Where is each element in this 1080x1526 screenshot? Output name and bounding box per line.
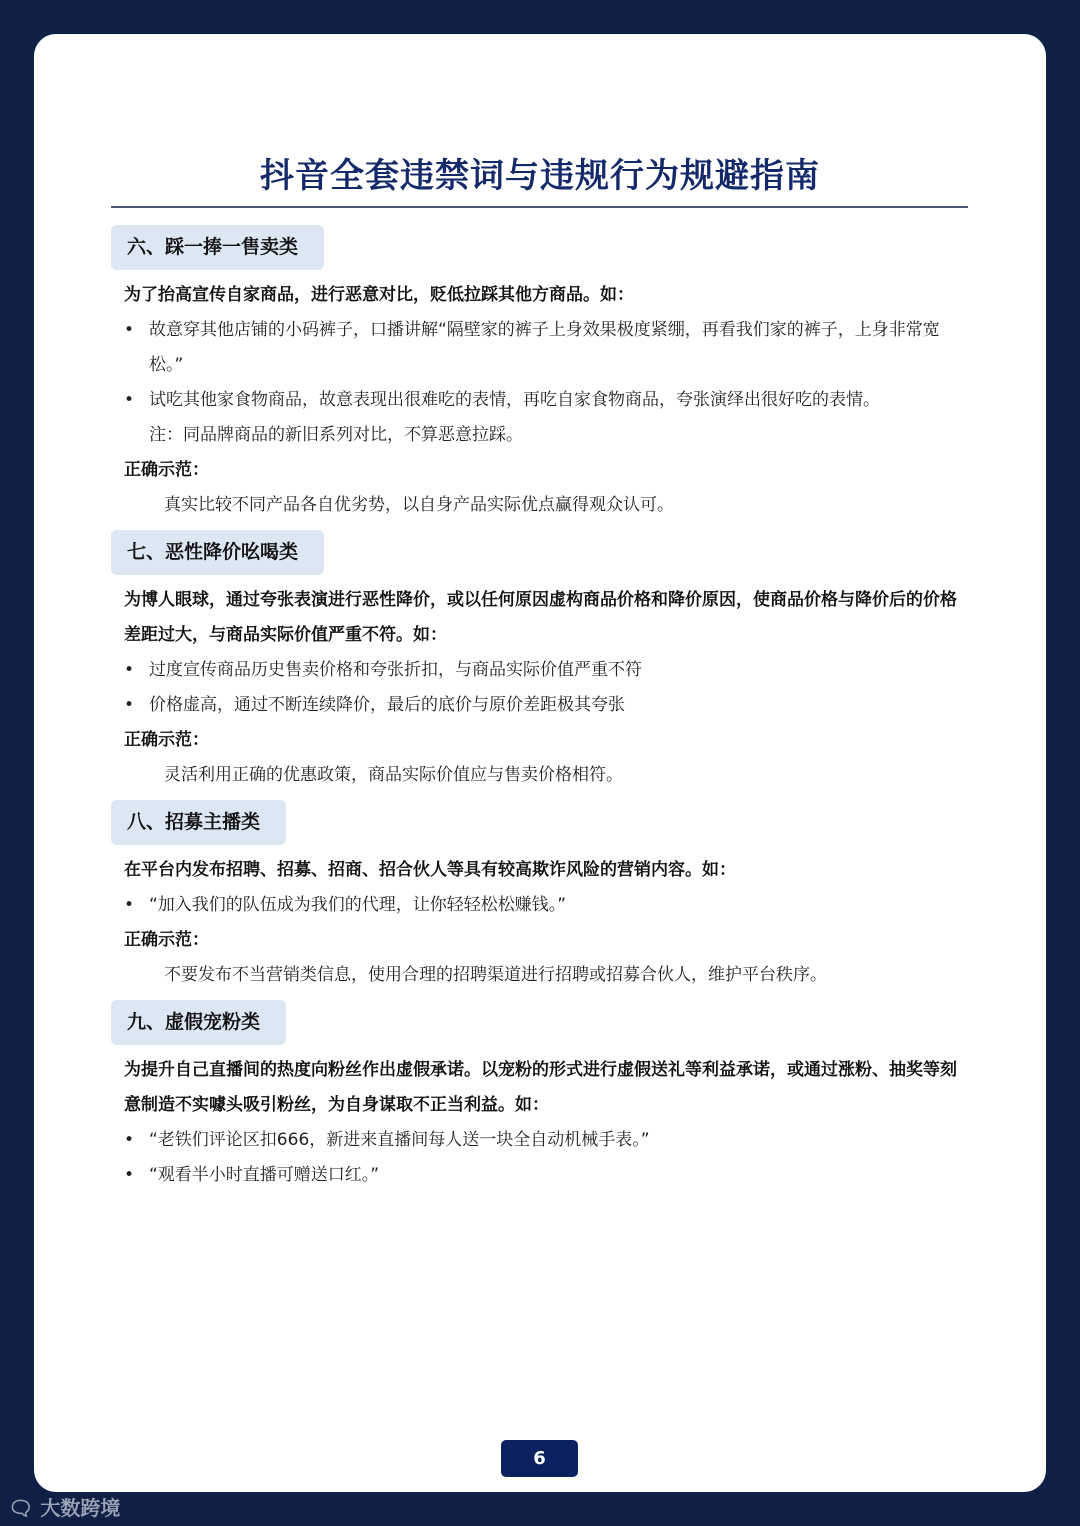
list-item-text: 试吃其他家食物商品，故意表现出很难吃的表情，再吃自家食物商品，夸张演绎出很好吃的表情。 bbox=[149, 390, 880, 410]
note-text: 注：同品牌商品的新旧系列对比，不算恶意拉踩。 bbox=[149, 425, 523, 445]
watermark-logo bbox=[8, 1492, 120, 1521]
section bbox=[111, 225, 971, 523]
page-title: 抖音全套违禁词与违规行为规避指南 bbox=[260, 156, 820, 196]
section-heading: 八、招募主播类 bbox=[111, 800, 286, 845]
bullet-icon: • bbox=[124, 895, 135, 915]
title-divider bbox=[111, 206, 968, 208]
section-intro: 为博人眼球，通过夸张表演进行恶性降价，或以任何原因虚构商品价格和降价原因，使商品价格与降价后的价格差距过大，与商品实际价值严重不符。如： bbox=[124, 590, 957, 645]
section bbox=[111, 800, 971, 993]
section-heading: 六、踩一捧一售卖类 bbox=[111, 225, 324, 270]
list-item bbox=[111, 383, 971, 418]
correct-example-label: 正确示范： bbox=[124, 930, 209, 950]
section-intro: 在平台内发布招聘、招募、招商、招合伙人等具有较高欺诈风险的营销内容。如： bbox=[124, 860, 736, 880]
watermark-icon: 🗨︎ bbox=[8, 1496, 34, 1520]
bullet-icon: • bbox=[124, 660, 135, 680]
section bbox=[111, 530, 971, 793]
list-item-text: 价格虚高，通过不断连续降价，最后的底价与原价差距极其夸张 bbox=[149, 695, 625, 715]
list-item bbox=[111, 1123, 971, 1158]
correct-example-label: 正确示范： bbox=[124, 730, 209, 750]
list-item bbox=[111, 688, 971, 723]
section-intro: 为提升自己直播间的热度向粉丝作出虚假承诺。以宠粉的形式进行虚假送礼等利益承诺，或通过涨粉、抽奖等刻意制造不实噱头吸引粉丝，为自身谋取不正当利益。如： bbox=[124, 1060, 957, 1115]
bullet-icon: • bbox=[124, 695, 135, 715]
content bbox=[111, 225, 971, 1193]
section-heading: 七、恶性降价吆喝类 bbox=[111, 530, 324, 575]
list-item-text: 故意穿其他店铺的小码裤子，口播讲解“隔壁家的裤子上身效果极度紧绷，再看我们家的裤子，上身非常宽松。” bbox=[149, 320, 940, 375]
list-item bbox=[111, 313, 971, 383]
bullet-icon: • bbox=[124, 390, 135, 410]
section-intro: 为了抬高宣传自家商品，进行恶意对比，贬低拉踩其他方商品。如： bbox=[124, 285, 634, 305]
list-item-text: 过度宣传商品历史售卖价格和夸张折扣，与商品实际价值严重不符 bbox=[149, 660, 642, 680]
correct-example-text: 不要发布不当营销类信息，使用合理的招聘渠道进行招聘或招募合伙人，维护平台秩序。 bbox=[164, 965, 827, 985]
bullet-icon: • bbox=[124, 1130, 135, 1150]
page-number-badge: 6 bbox=[501, 1440, 578, 1477]
correct-example-text: 灵活利用正确的优惠政策，商品实际价值应与售卖价格相符。 bbox=[164, 765, 623, 785]
list-item-text: “观看半小时直播可赠送口红。” bbox=[149, 1165, 380, 1185]
section bbox=[111, 1000, 971, 1193]
bullet-icon: • bbox=[124, 320, 135, 340]
bullet-icon: • bbox=[124, 1165, 135, 1185]
list-item bbox=[111, 888, 971, 923]
list-item bbox=[111, 1158, 971, 1193]
correct-example-label: 正确示范： bbox=[124, 460, 209, 480]
list-item bbox=[111, 653, 971, 688]
correct-example-text: 真实比较不同产品各自优劣势，以自身产品实际优点赢得观众认可。 bbox=[164, 495, 674, 515]
list-item-text: “老铁们评论区扣666，新进来直播间每人送一块全自动机械手表。” bbox=[149, 1130, 650, 1150]
section-heading: 九、虚假宠粉类 bbox=[111, 1000, 286, 1045]
watermark-text: 大数跨境 bbox=[40, 1496, 121, 1520]
list-item-text: “加入我们的队伍成为我们的代理，让你轻轻松松赚钱。” bbox=[149, 895, 567, 915]
